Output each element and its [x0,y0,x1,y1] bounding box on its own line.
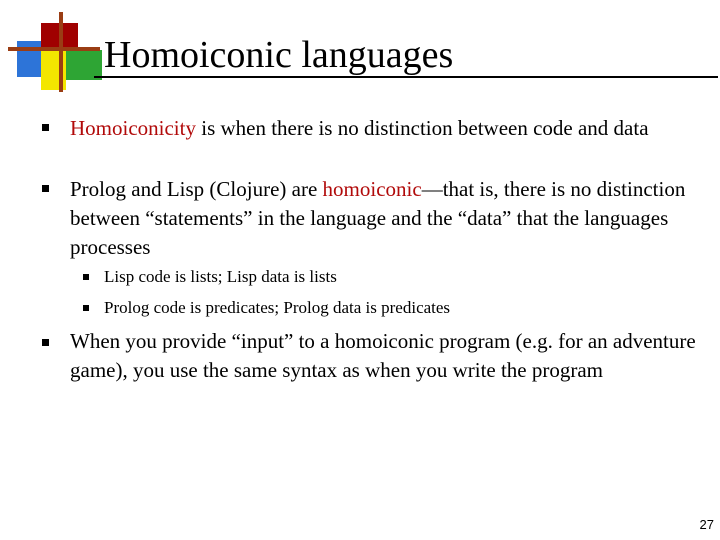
logo-horizontal-line [8,47,100,51]
bullet-highlight: Homoiconicity [70,116,196,140]
sub-bullet-lisp: Lisp code is lists; Lisp data is lists [104,267,337,286]
bullet-text: is when there is no distinction between code and data [195,116,649,140]
logo-vertical-line [59,12,63,92]
bullet-marker [42,124,49,131]
bullet-marker [42,339,49,346]
slide-logo [0,0,100,100]
bullet-input: When you provide “input” to a homoiconic program (e.g. for an adventure game), you use the same syntax as when you write the program [70,329,696,382]
bullet-text: —that is, there is no distinction between “statements” in the language and the “data” that the languages processes [70,177,686,259]
bullet-text: Prolog and Lisp (Clojure) are [70,177,323,201]
slide-number: 27 [699,517,714,532]
slide-title: Homoiconic languages [104,34,454,76]
sub-bullet-marker [83,305,89,311]
sub-bullet-prolog: Prolog code is predicates; Prolog data is predicates [104,298,451,317]
bullet-homoiconicity [70,114,700,143]
title-underline [94,76,718,78]
sub-bullet-marker [83,274,89,280]
bullet-highlight: homoiconic [322,177,422,201]
bullet-prolog-lisp [70,175,700,262]
bullet-marker [42,185,49,192]
